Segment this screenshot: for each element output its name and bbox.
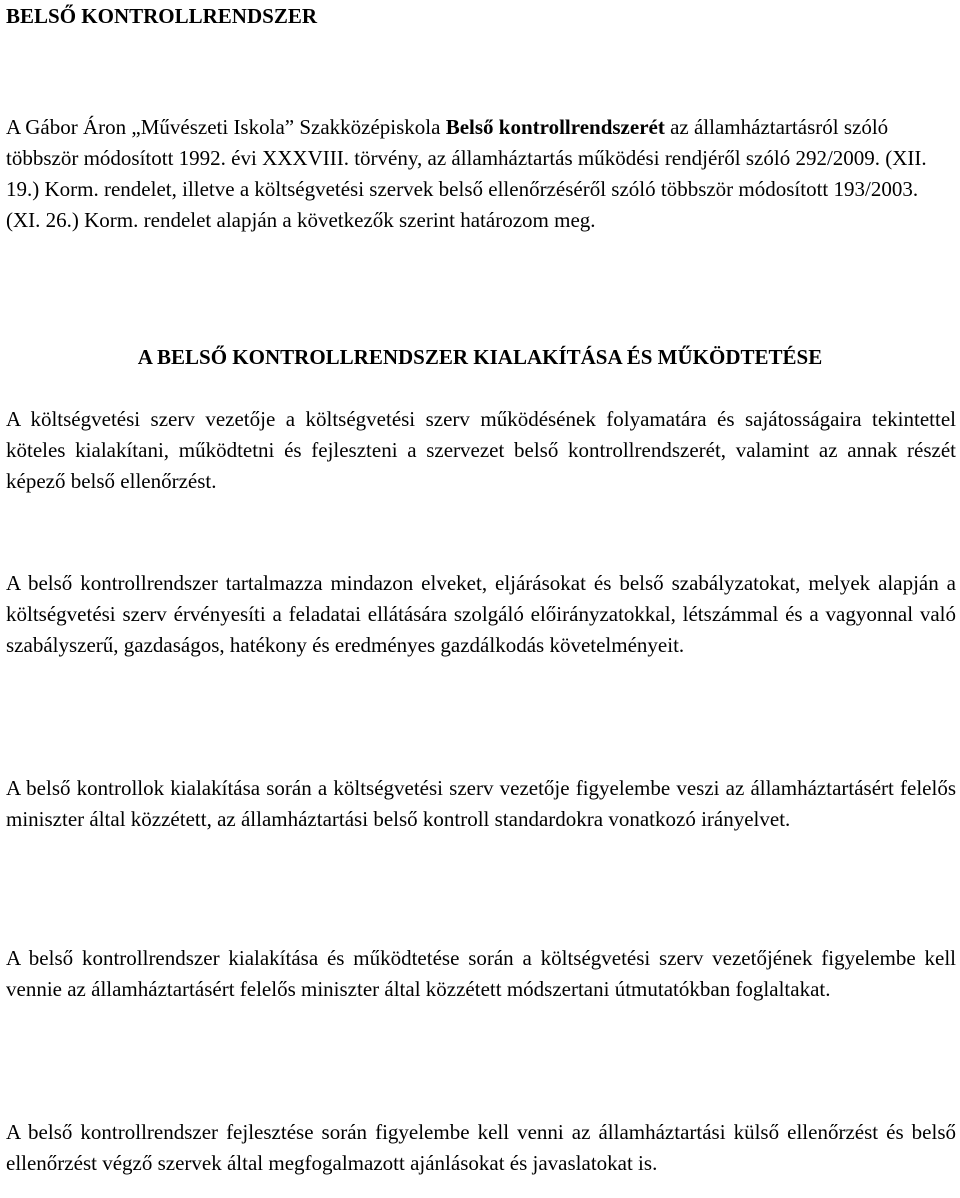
intro-bold-text: Belső kontrollrendszerét [445, 115, 665, 139]
paragraph-3: A belső kontrollok kialakítása során a költségvetési szerv vezetője figyelembe veszi az államháztartásért felelős miniszter által közzétett, az államháztartási belső kontroll standardokra vonatkozó irányelvet. [6, 776, 956, 831]
section-heading: A BELSŐ KONTROLLRENDSZER KIALAKÍTÁSA ÉS MŰKÖDTETÉSE [137, 345, 823, 369]
paragraph-5: A belső kontrollrendszer fejlesztése során figyelembe kell venni az államháztartási külső ellenőrzést és belső ellenőrzést végző szervek által megfogalmazott ajánlásokat és javaslatokat is. [6, 1120, 956, 1175]
document-title: BELSŐ KONTROLLRENDSZER [6, 4, 318, 28]
paragraph-4: A belső kontrollrendszer kialakítása és működtetése során a költségvetési szerv vezetőjének figyelembe kell vennie az államháztartásért felelős miniszter által közzétett módszertani útmutatókban foglaltakat. [6, 946, 956, 1001]
intro-text-after: az államháztartásról szóló többször módosított 1992. évi XXXVIII. törvény, az államháztartás működési rendjéről szóló 292/2009. (XII. 19.) Korm. rendelet, illetve a költségvetési szervek belső ellenőrzéséről szóló többször módosított 193/2003. (XI. 26.) Korm. rendelet alapján a következők szerint határozom meg. [6, 115, 927, 232]
intro-text-before: A Gábor Áron „Művészeti Iskola” Szakközépiskola [6, 115, 446, 139]
intro-paragraph [6, 112, 956, 236]
paragraph-1: A költségvetési szerv vezetője a költségvetési szerv működésének folyamatára és sajátosságaira tekintettel köteles kialakítani, működtetni és fejleszteni a szervezet belső kontrollrendszerét, valamint az annak részét képező belső ellenőrzést. [6, 407, 956, 493]
paragraph-2: A belső kontrollrendszer tartalmazza mindazon elveket, eljárásokat és belső szabályzatokat, melyek alapján a költségvetési szerv érvényesíti a feladatai ellátására szolgáló előirányzatokkal, létszámmal és a vagyonnal való szabályszerű, gazdaságos, hatékony és eredményes gazdálkodás követelményeit. [6, 571, 956, 657]
